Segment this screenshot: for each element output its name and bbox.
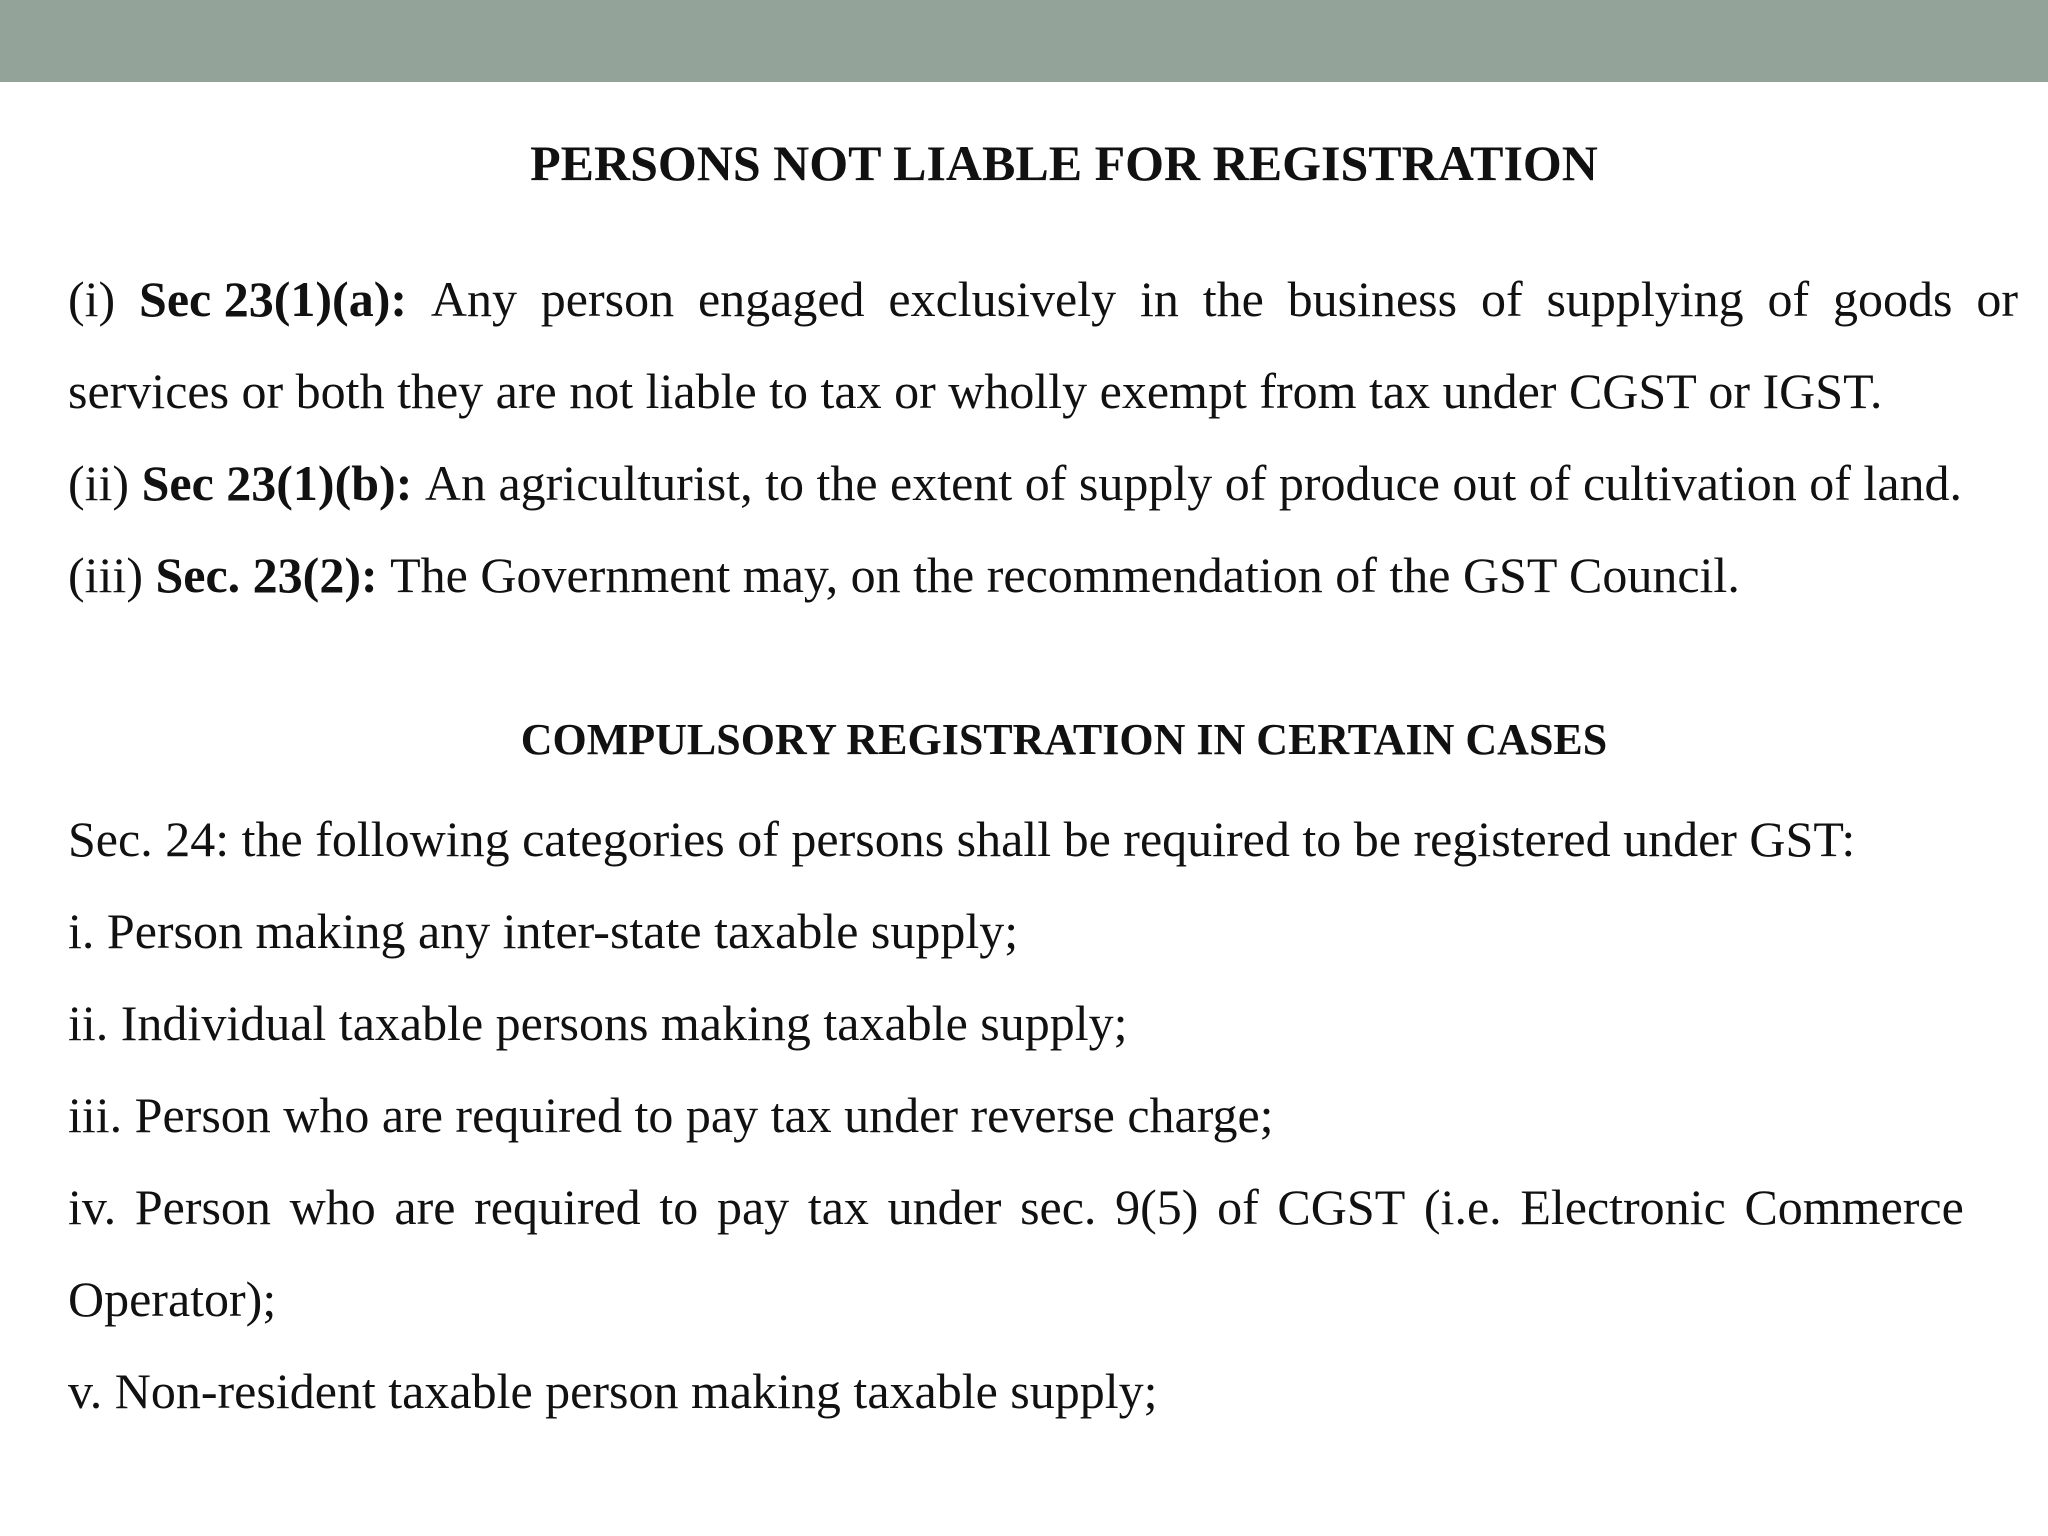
- item-i-word: or: [1976, 271, 2018, 327]
- item-iv-word: Commerce: [1744, 1179, 1964, 1235]
- item-iii-ref: Sec. 23(2):: [155, 547, 391, 603]
- item-iv-word: of: [1217, 1179, 1259, 1235]
- item-i-word: person: [540, 271, 675, 327]
- item-iii: [68, 544, 2018, 606]
- item-iv-word: who: [289, 1179, 376, 1235]
- item-i-line-1: [68, 268, 2018, 330]
- item-i-word: of: [1767, 271, 1810, 327]
- list-item: iii. Person who are required to pay tax under reverse charge;: [68, 1087, 1274, 1143]
- item-iv-word: iv.: [68, 1179, 117, 1235]
- list-item: i. Person making any inter-state taxable supply;: [68, 903, 1019, 959]
- item-iv-word: to: [659, 1179, 699, 1235]
- section-title-not-liable: PERSONS NOT LIABLE FOR REGISTRATION: [530, 135, 1598, 191]
- item-iv-word: required: [474, 1179, 641, 1235]
- item-i-word: of: [1480, 271, 1523, 327]
- item-i-word: exclusively: [888, 271, 1117, 327]
- item-iv-word: Person: [134, 1179, 271, 1235]
- list-item: v. Non-resident taxable person making taxable supply;: [68, 1363, 1158, 1419]
- item-i-word: supplying: [1546, 271, 1744, 327]
- item-iii-marker: (iii): [68, 547, 156, 603]
- list-item-iv-line-2: Operator);: [68, 1271, 277, 1327]
- item-iii-text: The Government may, on the recommendation of the GST Council.: [390, 547, 1740, 603]
- item-iv-word: pay: [716, 1179, 790, 1235]
- item-ii-ref: Sec 23(1)(b):: [141, 455, 425, 511]
- item-i-ref: Sec 23(1)(a):: [139, 271, 407, 327]
- item-iv-word: (i.e.: [1423, 1179, 1502, 1235]
- item-ii: [68, 452, 2018, 514]
- list-item: ii. Individual taxable persons making taxable supply;: [68, 995, 1128, 1051]
- sec-24-intro: Sec. 24: the following categories of persons shall be required to be registered under GST:: [68, 811, 1856, 867]
- item-i-word: the: [1202, 271, 1264, 327]
- item-i-line-2: services or both they are not liable to tax or wholly exempt from tax under CGST or IGST.: [68, 363, 1883, 419]
- item-i-word: goods: [1833, 271, 1953, 327]
- item-i-word: engaged: [697, 271, 865, 327]
- item-iv-word: are: [394, 1179, 456, 1235]
- item-iv-word: sec.: [1020, 1179, 1097, 1235]
- item-i-word: in: [1139, 271, 1179, 327]
- item-iv-word: Electronic: [1520, 1179, 1726, 1235]
- item-i-word: Any: [430, 271, 517, 327]
- item-iv-word: tax: [807, 1179, 869, 1235]
- header-bar: [0, 0, 2048, 82]
- item-i-marker: (i): [68, 271, 116, 327]
- item-iv-word: 9(5): [1115, 1179, 1199, 1235]
- list-item-iv-line-1: [68, 1176, 1964, 1238]
- item-iv-word: under: [887, 1179, 1002, 1235]
- section-title-compulsory: COMPULSORY REGISTRATION IN CERTAIN CASES: [520, 715, 1608, 764]
- item-ii-marker: (ii): [68, 455, 142, 511]
- item-i-word: business: [1287, 271, 1458, 327]
- item-iv-word: CGST: [1277, 1179, 1406, 1235]
- item-ii-text: An agriculturist, to the extent of supply of produce out of cultivation of land.: [424, 455, 1963, 511]
